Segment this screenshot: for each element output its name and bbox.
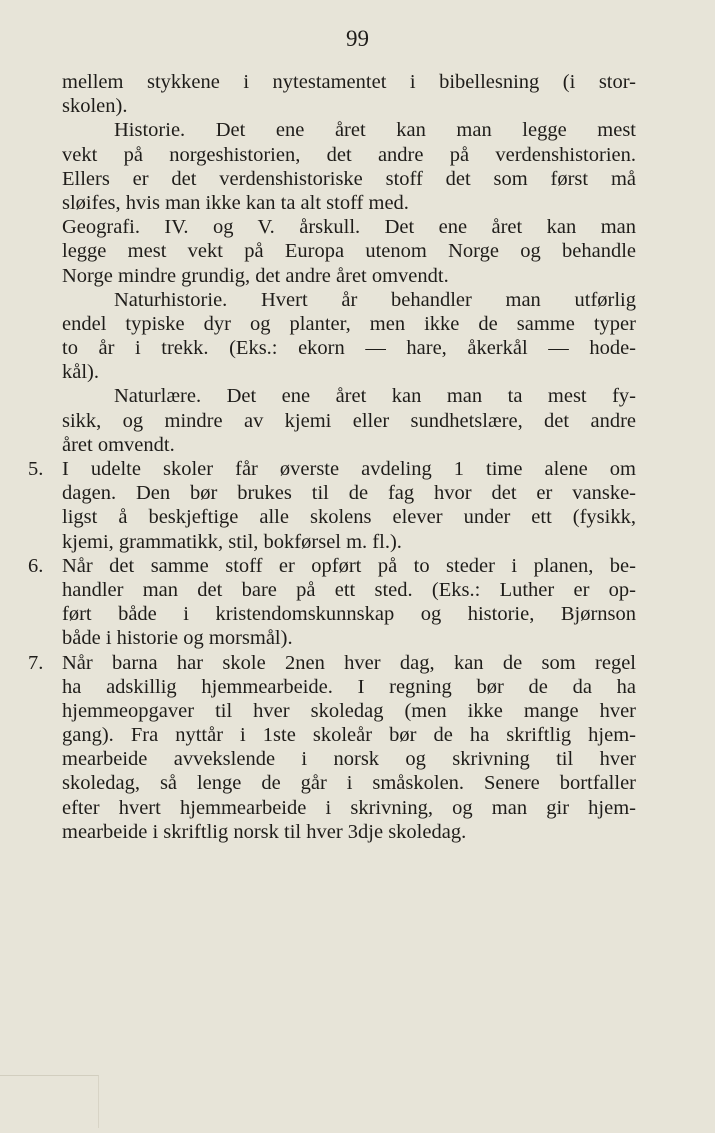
text-line — [62, 699, 636, 723]
text-line — [62, 747, 636, 771]
text-line — [62, 94, 636, 118]
text-line-content: skolen). — [62, 95, 128, 118]
text-line — [62, 409, 636, 433]
text-line — [62, 360, 636, 384]
text-line-content: Når barna har skole 2nen hver dag, kan de som regel — [62, 651, 636, 674]
text-line — [28, 554, 636, 578]
text-line-content: to år i trekk. (Eks.: ekorn — hare, åkerkål — hode- — [62, 337, 636, 360]
text-line-content: kjemi, grammatikk, stil, bokførsel m. fl.). — [62, 530, 402, 553]
text-line — [62, 288, 636, 312]
text-line — [62, 481, 636, 505]
text-line — [62, 215, 636, 239]
text-line-content: dagen. Den bør brukes til de fag hvor det er vanske- — [62, 482, 636, 505]
text-line-content: endel typiske dyr og planter, men ikke de samme typer — [62, 312, 636, 335]
page-number: 99 — [346, 26, 369, 51]
text-line-content: sikk, og mindre av kjemi eller sundhetslære, det andre — [62, 409, 636, 432]
list-item-number: 6. — [28, 554, 44, 577]
text-line — [62, 433, 636, 457]
text-line — [62, 118, 636, 142]
text-line-content: Geografi. IV. og V. årskull. Det ene året kan man — [62, 216, 636, 239]
text-line-content: mearbeide avvekslende i norsk og skrivning til hver — [62, 748, 636, 771]
text-line — [62, 239, 636, 263]
text-line-content: vekt på norgeshistorien, det andre på verdenshistorien. — [62, 143, 636, 166]
text-line-content: Norge mindre grundig, det andre året omvendt. — [62, 264, 449, 287]
text-line — [62, 70, 636, 94]
text-line-content: Ellers er det verdenshistoriske stoff det som først må — [62, 167, 636, 190]
text-line-content: sløifes, hvis man ikke kan ta alt stoff med. — [62, 191, 409, 214]
paper-mark — [0, 1075, 99, 1128]
text-line-content: handler man det bare på ett sted. (Eks.: Luther er op- — [62, 578, 636, 601]
text-line-content: hjemmeopgaver til hver skoledag (men ikke mange hver — [62, 699, 636, 722]
text-line-content: efter hvert hjemmearbeide i skrivning, og man gir hjem- — [62, 796, 636, 819]
text-line-content: året omvendt. — [62, 433, 175, 456]
text-line-content: ført både i kristendomskunnskap og historie, Bjørnson — [62, 603, 636, 626]
text-line — [62, 602, 636, 626]
text-line — [62, 771, 636, 795]
text-line — [62, 336, 636, 360]
text-line — [28, 457, 636, 481]
text-line-content: mearbeide i skriftlig norsk til hver 3dje skoledag. — [62, 820, 467, 843]
text-line — [62, 796, 636, 820]
text-line — [62, 675, 636, 699]
text-line — [62, 167, 636, 191]
page-body-text — [28, 70, 636, 844]
text-line-content: mellem stykkene i nytestamentet i bibellesning (i stor- — [62, 71, 636, 93]
text-line — [62, 820, 636, 844]
text-line-content: ha adskillig hjemmearbeide. I regning bør de da ha — [62, 675, 636, 698]
text-line-content: ligst å beskjeftige alle skolens elever under ett (fysikk, — [62, 506, 636, 529]
text-line — [62, 264, 636, 288]
list-item-number: 7. — [28, 651, 44, 674]
text-line-content: kål). — [62, 361, 99, 384]
text-line-content: Historie. Det ene året kan man legge mest — [114, 119, 636, 142]
list-item-number: 5. — [28, 458, 44, 480]
text-line-content: I udelte skoler får øverste avdeling 1 time alene om — [62, 458, 636, 480]
text-line-content: både i historie og morsmål). — [62, 627, 293, 650]
text-line — [62, 530, 636, 554]
text-line — [62, 191, 636, 215]
text-line-content: Naturhistorie. Hvert år behandler man utførlig — [114, 288, 636, 311]
text-line — [62, 384, 636, 408]
text-line — [62, 143, 636, 167]
text-line — [62, 312, 636, 336]
text-line-content: gang). Fra nyttår i 1ste skoleår bør de ha skriftlig hjem- — [62, 724, 636, 747]
text-line-content: legge mest vekt på Europa utenom Norge og behandle — [62, 240, 636, 263]
text-line-content: Naturlære. Det ene året kan man ta mest fy- — [114, 385, 636, 408]
text-line — [62, 578, 636, 602]
text-line — [62, 723, 636, 747]
text-line-content: Når det samme stoff er opført på to steder i planen, be- — [62, 554, 636, 577]
text-line — [62, 626, 636, 650]
text-line — [28, 651, 636, 675]
text-line-content: skoledag, så lenge de går i småskolen. Senere bortfaller — [62, 772, 636, 795]
text-line — [62, 505, 636, 529]
